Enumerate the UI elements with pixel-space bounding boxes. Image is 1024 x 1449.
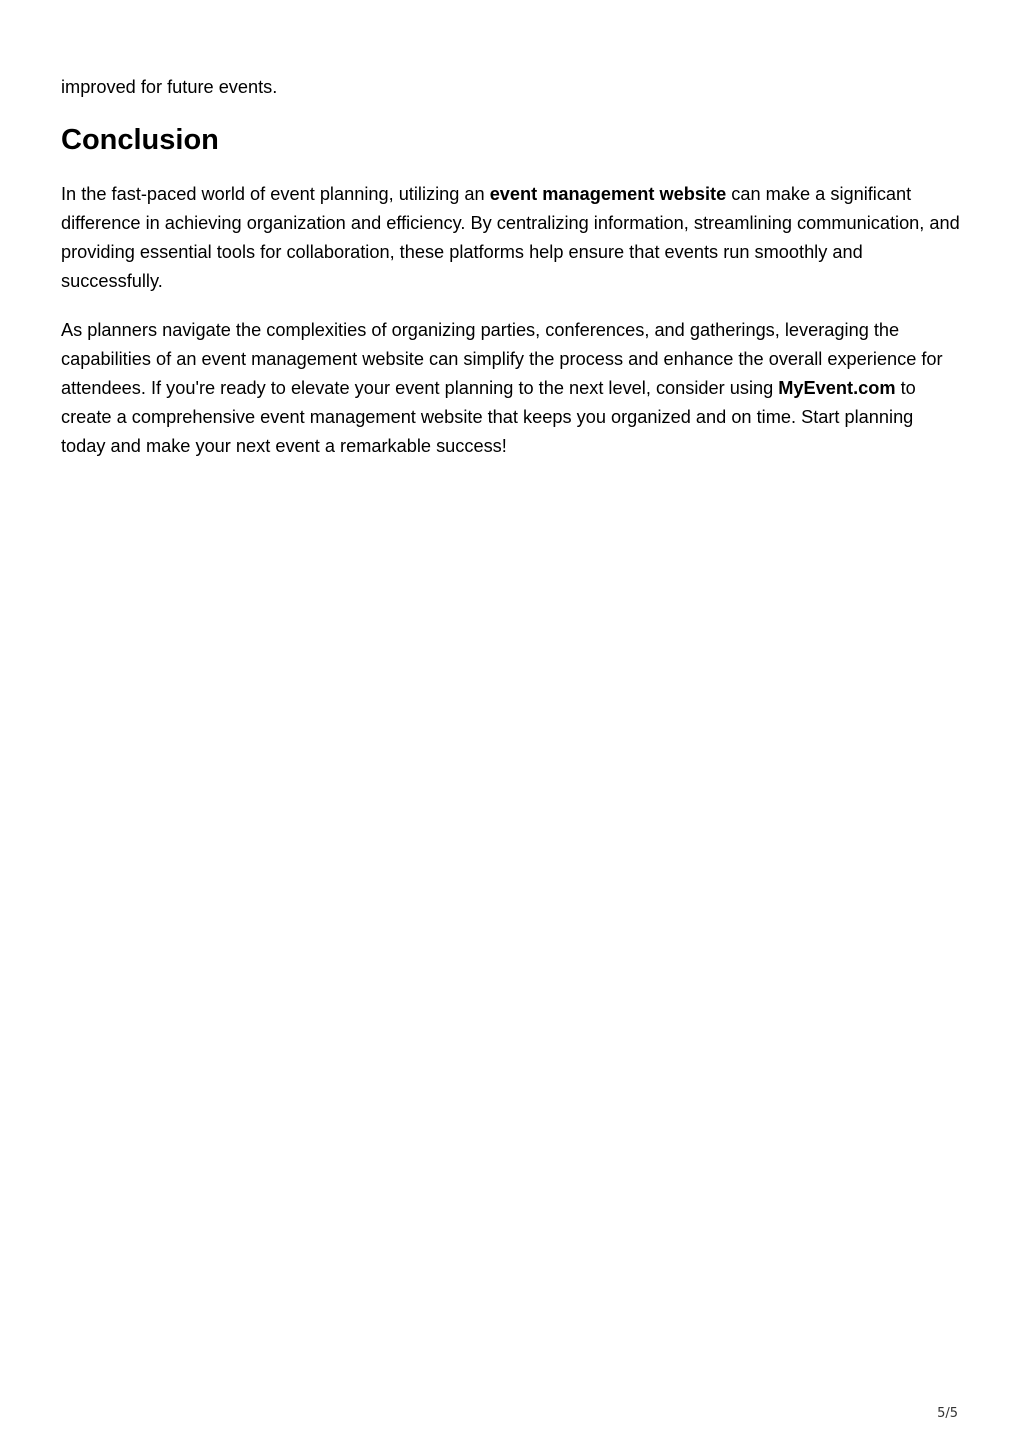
paragraph-2-bold-brand: MyEvent.com bbox=[778, 378, 896, 398]
page-number: 5/5 bbox=[937, 1406, 958, 1421]
paragraph-1 bbox=[61, 180, 961, 296]
paragraph-2-text-end: to create a comprehensive event management website that keeps you organized and on time. Start planning today and make your next event a remarkable success! bbox=[61, 378, 916, 456]
paragraph-1-text-end: can make a significant difference in achieving organization and efficiency. By centralizing information, streamlining communication, and providing essential tools for collaboration, these platforms help ensure that events run smoothly and successfully. bbox=[61, 184, 960, 291]
paragraph-2 bbox=[61, 316, 961, 461]
section-heading-conclusion: Conclusion bbox=[61, 124, 219, 156]
lead-text: improved for future events. bbox=[61, 77, 278, 97]
document-body bbox=[61, 73, 961, 461]
paragraph-1-text-start: In the fast-paced world of event planning, utilizing an bbox=[61, 184, 490, 204]
paragraph-1-bold-term: event management website bbox=[489, 184, 727, 204]
paragraph-2-text-start: As planners navigate the complexities of organizing parties, conferences, and gatherings, leveraging the capabilities of an event management website can simplify the process and enhance the overall experience for attendees. If you're ready to elevate your event planning to the next level, consider using bbox=[61, 320, 943, 398]
